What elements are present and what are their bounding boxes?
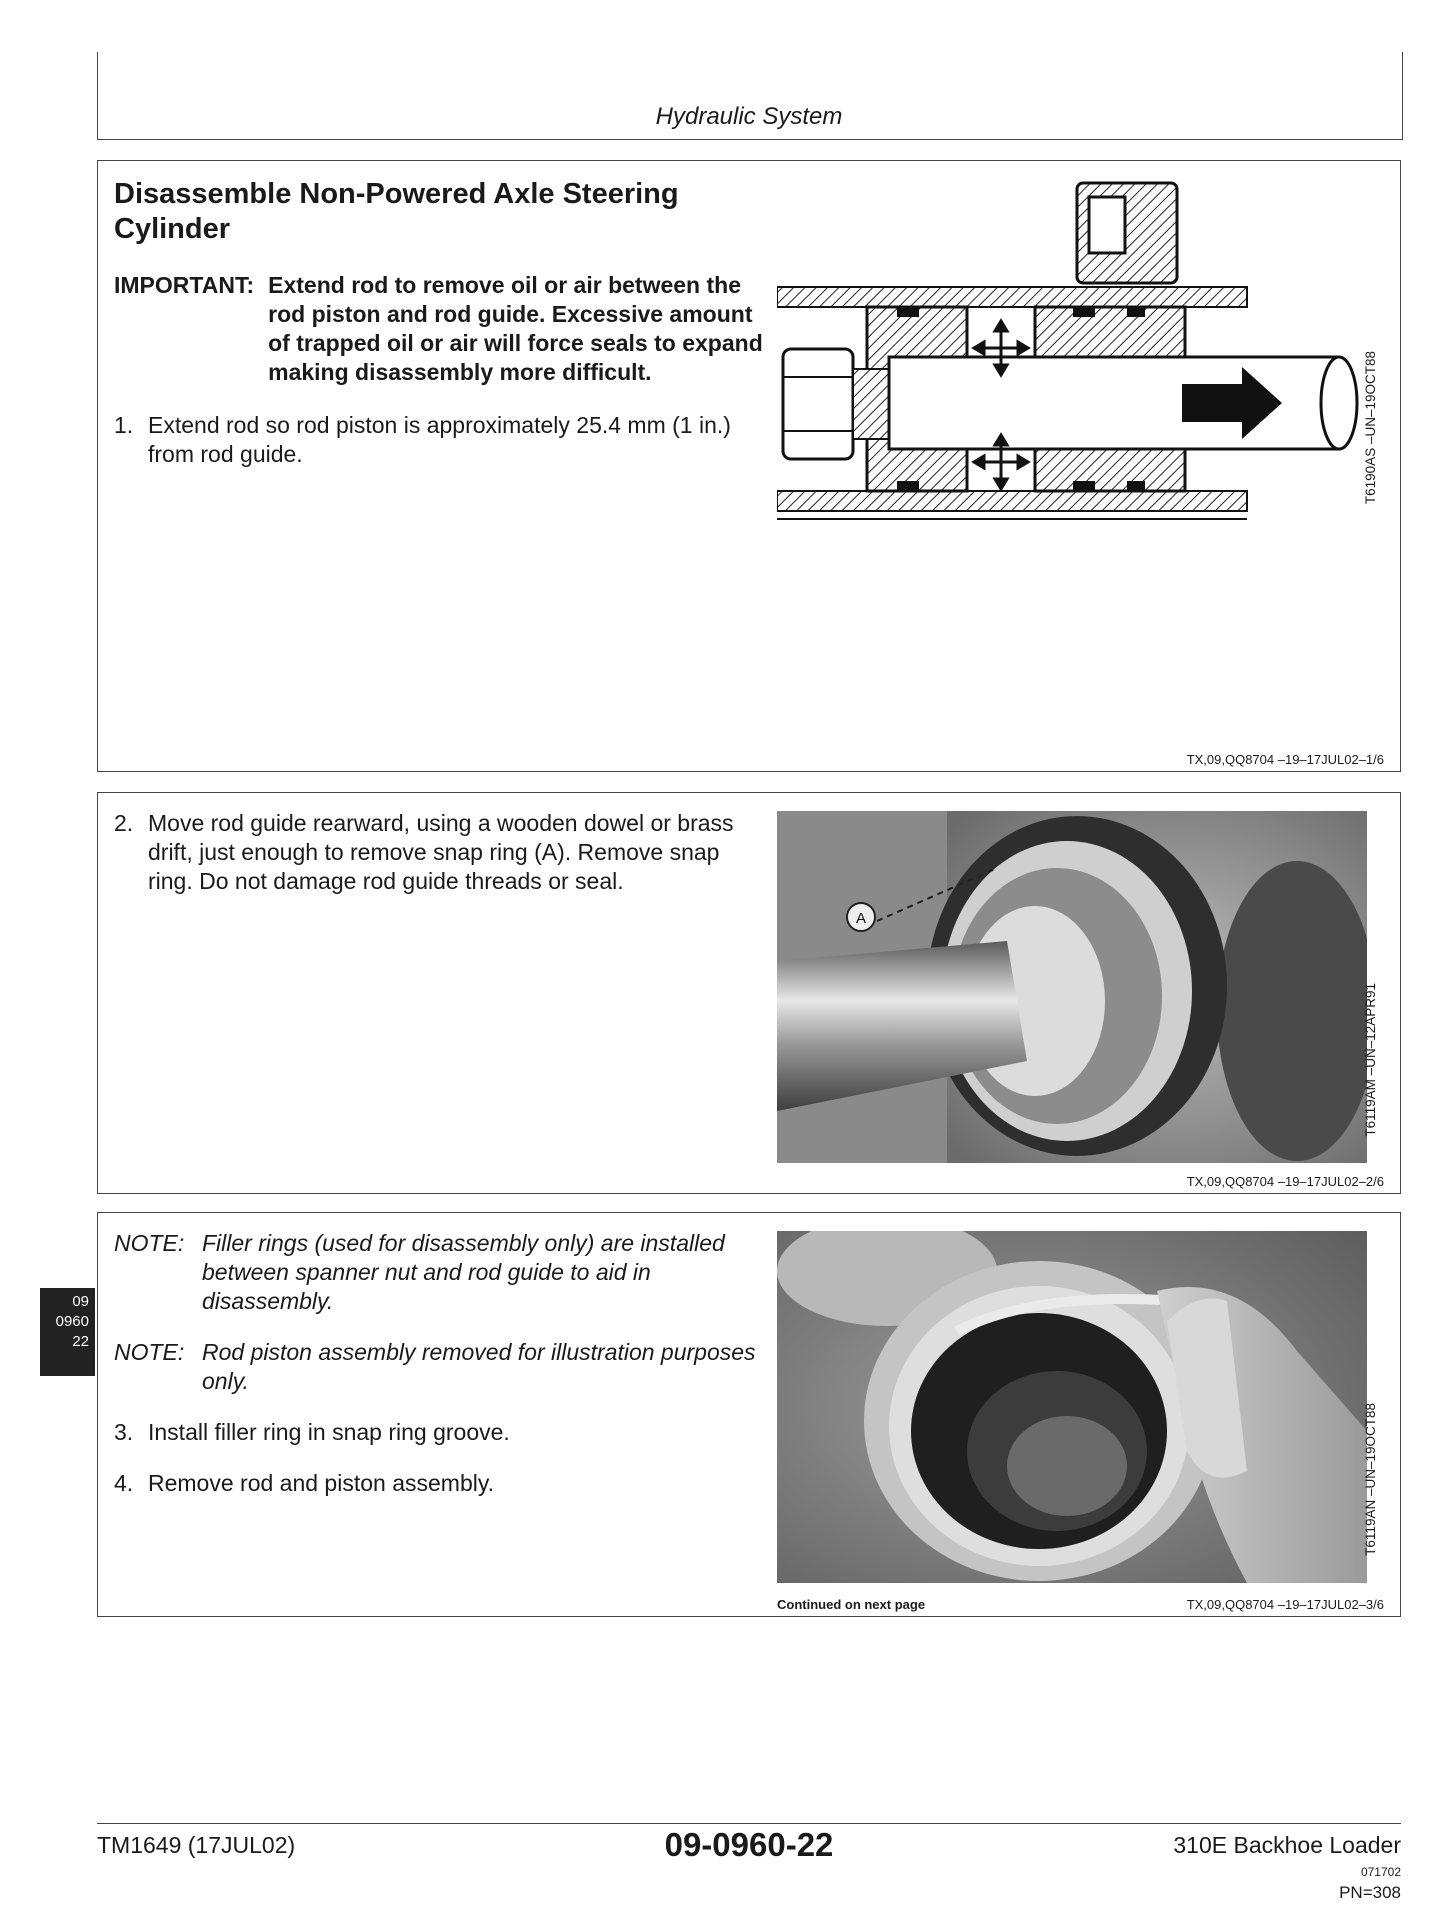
figure-code: T6119AN –UN–19OCT88 (1363, 1403, 1378, 1556)
step-number: 4. (114, 1470, 134, 1496)
step-2 (114, 809, 764, 896)
step-4 (114, 1469, 764, 1498)
reference-code: TX,09,QQ8704 –19–17JUL02–3/6 (1186, 1597, 1384, 1612)
figure-code: T6119AM –UN–12APR91 (1363, 983, 1378, 1137)
pn-number: PN=308 (1339, 1883, 1401, 1902)
reference-code: TX,09,QQ8704 –19–17JUL02–1/6 (1186, 752, 1384, 767)
section2-text (114, 809, 764, 918)
note-label: NOTE: (114, 1339, 185, 1365)
step-text: Install filler ring in snap ring groove. (148, 1419, 510, 1445)
date-code: 071702 (1360, 1865, 1401, 1879)
section-remove-snap-ring (97, 792, 1401, 1194)
note-text: Rod piston assembly removed for illustration purposes only. (202, 1339, 756, 1394)
note-text: Filler rings (used for disassembly only) are installed between spanner nut and rod guide to aid in disassembly. (202, 1230, 725, 1314)
fitting-shape (1077, 183, 1177, 283)
step-text: Remove rod and piston assembly. (148, 1470, 495, 1496)
reference-code: TX,09,QQ8704 –19–17JUL02–2/6 (1186, 1174, 1384, 1189)
page-number: 09-0960-22 (664, 1826, 834, 1863)
note-illustration (114, 1338, 764, 1396)
manual-id: TM1649 (17JUL02) (97, 1832, 296, 1858)
step-3 (114, 1418, 764, 1447)
filler-ring-photo (777, 1231, 1367, 1583)
note-label: NOTE: (114, 1230, 185, 1256)
note-filler-rings (114, 1229, 764, 1316)
step-number: 2. (114, 810, 134, 836)
model-name: 310E Backhoe Loader (1173, 1832, 1401, 1858)
step-number: 3. (114, 1419, 134, 1445)
continued-notice: Continued on next page (777, 1597, 926, 1612)
important-label: IMPORTANT: (114, 272, 255, 298)
section-disassemble-steering-cylinder (97, 160, 1401, 772)
footer-rule (97, 1823, 1401, 1824)
important-text: Extend rod to remove oil or air between the rod piston and rod guide. Excessive amount of trapped oil or air will force seals to expand making disassembly more difficult. (268, 272, 763, 385)
steering-cylinder-cross-section-diagram (777, 179, 1367, 539)
tab-line-3: 22 (72, 1333, 89, 1350)
step-text: Extend rod so rod piston is approximately 25.4 mm (1 in.) from rod guide. (148, 412, 731, 467)
section3-text (114, 1229, 764, 1520)
running-head: Hydraulic System (655, 103, 843, 130)
figure-code: T6190AS –UN–19OCT88 (1363, 351, 1378, 505)
callout-a-label: A (855, 910, 867, 927)
step-number: 1. (114, 412, 134, 438)
section-side-tab (40, 1288, 95, 1376)
tab-line-2: 0960 (55, 1313, 89, 1330)
step-1 (114, 411, 764, 469)
section-filler-ring (97, 1212, 1401, 1617)
section1-text (114, 177, 764, 491)
step-text: Move rod guide rearward, using a wooden dowel or brass drift, just enough to remove snap ring (A). Remove snap ring. Do not damage rod guide threads or seal. (148, 810, 734, 894)
section-title: Disassemble Non-Powered Axle Steering Cylinder (114, 178, 679, 245)
important-notice (114, 271, 764, 387)
tab-line-1: 09 (72, 1293, 89, 1310)
snap-ring-photo (777, 811, 1367, 1163)
